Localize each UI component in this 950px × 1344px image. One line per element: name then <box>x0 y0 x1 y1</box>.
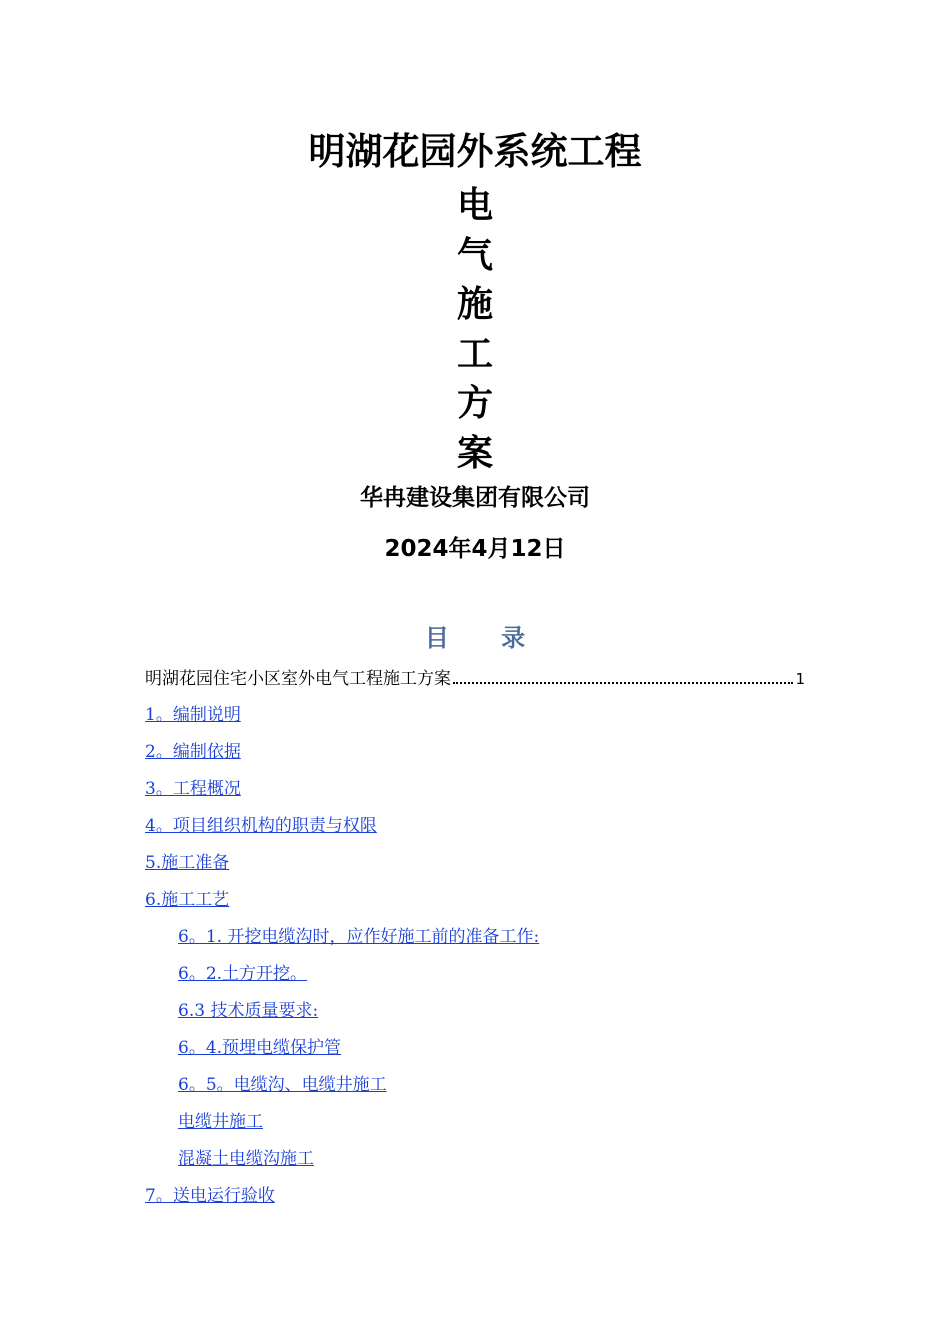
toc-item <box>0 739 950 776</box>
toc-page-number: 1 <box>795 670 805 688</box>
toc-subitem <box>0 924 950 961</box>
toc-link[interactable]: 2。编制依据 <box>145 742 241 762</box>
toc-link[interactable]: 5.施工准备 <box>145 853 230 873</box>
toc-item <box>0 702 950 739</box>
toc-dot-leader <box>453 681 793 684</box>
toc-list <box>0 702 950 1220</box>
toc-link[interactable]: 6。4.预埋电缆保护管 <box>178 1038 342 1058</box>
toc-item <box>0 776 950 813</box>
toc-link[interactable]: 混凝土电缆沟施工 <box>178 1149 314 1169</box>
subtitle-char: 施 <box>456 284 493 325</box>
toc-entry-main-label: 明湖花园住宅小区室外电气工程施工方案 <box>145 669 451 689</box>
document-date: 2024年4月12日 <box>384 536 566 562</box>
toc-link[interactable]: 6。1. 开挖电缆沟时，应作好施工前的准备工作: <box>178 927 540 947</box>
toc-link[interactable]: 6.施工工艺 <box>145 890 230 910</box>
subtitle-char: 气 <box>456 234 493 276</box>
toc-item <box>0 850 950 887</box>
toc-subitem <box>0 1146 950 1183</box>
toc-subitem <box>0 1109 950 1146</box>
toc-subitem <box>0 961 950 998</box>
document-title: 明湖花园外系统工程 <box>308 130 642 173</box>
toc-link[interactable]: 7。送电运行验收 <box>145 1186 275 1206</box>
toc-item <box>0 813 950 850</box>
toc-entry-main[interactable] <box>145 665 805 693</box>
toc-subitem <box>0 998 950 1035</box>
document-subtitle-vertical <box>0 181 950 478</box>
toc-heading: 目 录 <box>424 624 548 652</box>
toc-subitem <box>0 1072 950 1109</box>
toc-link[interactable]: 6.3 技术质量要求: <box>178 1001 319 1021</box>
subtitle-char: 案 <box>456 432 493 474</box>
toc-item <box>0 1183 950 1220</box>
subtitle-char: 工 <box>456 333 493 375</box>
subtitle-char: 电 <box>456 185 493 226</box>
toc-item <box>0 887 950 924</box>
company-name: 华冉建设集团有限公司 <box>360 485 590 511</box>
subtitle-char: 方 <box>456 383 493 424</box>
toc-link[interactable]: 电缆井施工 <box>178 1112 263 1132</box>
toc-subitem <box>0 1035 950 1072</box>
toc-link[interactable]: 6。2.土方开挖。 <box>178 964 308 984</box>
toc-link[interactable]: 3。工程概况 <box>145 779 241 799</box>
toc-link[interactable]: 4。项目组织机构的职责与权限 <box>145 816 377 836</box>
toc-link[interactable]: 1。编制说明 <box>145 705 241 725</box>
toc-link[interactable]: 6。5。电缆沟、电缆井施工 <box>178 1075 387 1095</box>
